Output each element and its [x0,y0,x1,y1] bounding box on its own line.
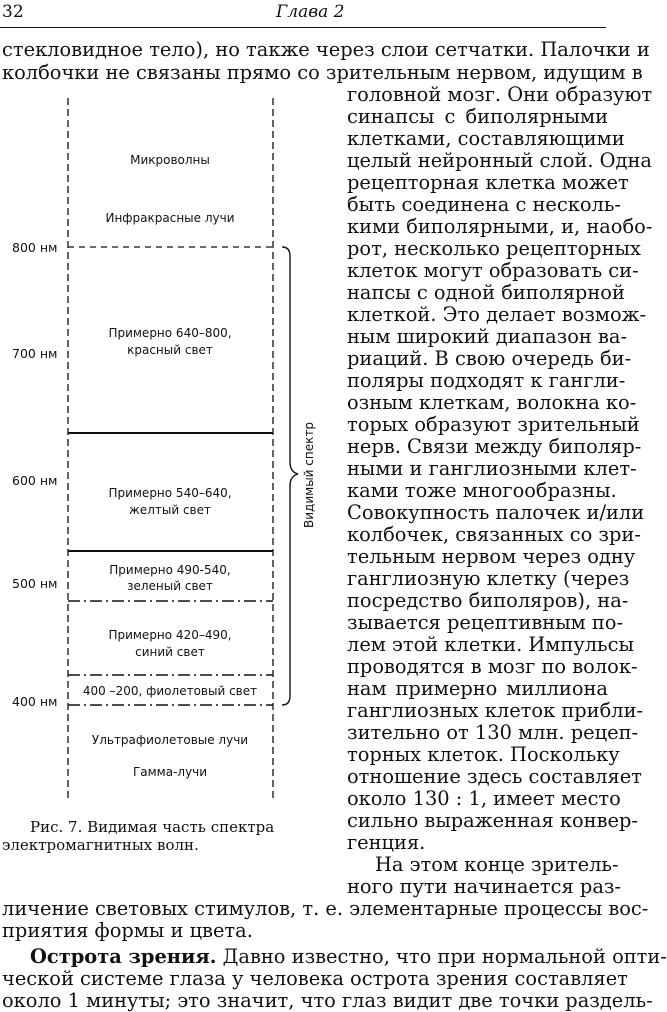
text-line: личение световых стимулов, т. е. элементарные процессы вос- [2,897,649,920]
text-line: ными и ганглиозными клет- [347,457,637,480]
tick-500: 500 нм [12,576,58,591]
text-line: зывается рецептивным по- [347,611,624,634]
text-line: Совокупность палочек и/или [347,501,645,524]
band-green-range: Примерно 490-540, [109,563,231,577]
band-green-name: зеленый свет [127,579,213,593]
band-red-range: Примерно 640–800, [108,326,232,340]
text-line: отношение здесь составляет [347,765,642,788]
figure-caption-line2: электромагнитных волн. [2,836,199,854]
text-line: колбочки не связаны прямо со зрительным нервом, идущим в [2,61,643,84]
band-yellow-name: желтый свет [129,503,211,517]
text-line: клетками, составляющими [347,127,625,150]
text-line: ческой системе глаза у человека острота зрения составляет [2,967,628,990]
tick-600: 600 нм [12,473,58,488]
text-line: торых образуют зрительный [347,413,640,436]
text-line: зительно от 130 млн. рецеп- [347,721,639,744]
tick-800: 800 нм [12,240,58,255]
text-line: стекловидное тело), но также через слои сетчатки. Палочки и [2,38,650,61]
band-microwaves: Микроволны [130,153,210,167]
text-line: головной мозг. Они образуют [347,83,653,106]
text-line: ным широкий диапазон ва- [347,325,628,348]
band-yellow-range: Примерно 540–640, [108,486,232,500]
text-line: колбочек, связанных со зри- [347,523,641,546]
text-line: проводятся в мозг по волок- [347,655,638,678]
band-blue-name: синий свет [135,645,205,659]
text-line: лем этой клетки. Импульсы [347,633,634,656]
text-line: На этом конце зритель- [375,853,619,876]
text-line: тельным нервом через одну [347,545,636,568]
text-line: озным клеткам, волокна ко- [347,391,637,414]
section-heading: Острота зрения. [30,945,217,968]
tick-400: 400 нм [12,694,58,709]
text-line: около 130 : 1, имеет место [347,787,621,810]
text-line: ганглиозную клетку (через [347,567,630,590]
text-line: рецепторная клетка может [347,171,629,194]
text-line: генция. [347,831,426,854]
visible-spectrum-brace [282,247,298,705]
band-violet: 400 –200, фиолетовый свет [82,684,258,698]
text-line: рот, несколько рецепторных [347,237,641,260]
brace-label: Видимый спектр [302,422,316,528]
text-line: ками тоже многообразны. [347,479,617,502]
text-line: торных клеток. Поскольку [347,743,620,766]
tick-700: 700 нм [12,346,58,361]
text-line: кими биполярными, и, наобо- [347,215,653,238]
text-run: Давно известно, что при нормальной опти- [222,945,667,968]
band-red-name: красный свет [127,343,213,357]
text-line: посредство биполяров), на- [347,589,629,612]
text-line: ганглиозных клеток прибли- [347,699,644,722]
text-line: приятия формы и цвета. [2,919,253,942]
page-number: 32 [2,2,24,22]
band-ultraviolet: Ультрафиолетовые лучи [91,733,249,747]
text-line: целый нейронный слой. Одна [347,149,652,172]
text-line: сильно выраженная конвер- [347,809,638,832]
text-line: клеткой. Это делает возмож- [347,303,647,326]
text-line: клеток могут образовать си- [347,259,639,282]
band-infrared: Инфракрасные лучи [105,211,235,225]
text-line: нерв. Связи между биполяр- [347,435,642,458]
figure-caption-line1: Рис. 7. Видимая часть спектра [30,818,275,836]
text-line: ного пути начинается раз- [347,875,622,898]
text-line: быть соединена с несколь- [347,193,621,216]
text-line: синапсы с биполярными [347,105,608,128]
text-line: около 1 минуты; это значит, что глаз видит две точки раздель- [2,989,653,1012]
band-gamma: Гамма-лучи [132,765,208,779]
text-line: нам примерно миллиона [347,677,608,700]
text-line: поляры подходят к гангли- [347,369,626,392]
chapter-title: Глава 2 [276,2,345,22]
text-line: риаций. В свою очередь би- [347,347,632,370]
text-line: напсы с одной биполярной [347,281,625,304]
band-blue-range: Примерно 420–490, [108,628,232,642]
